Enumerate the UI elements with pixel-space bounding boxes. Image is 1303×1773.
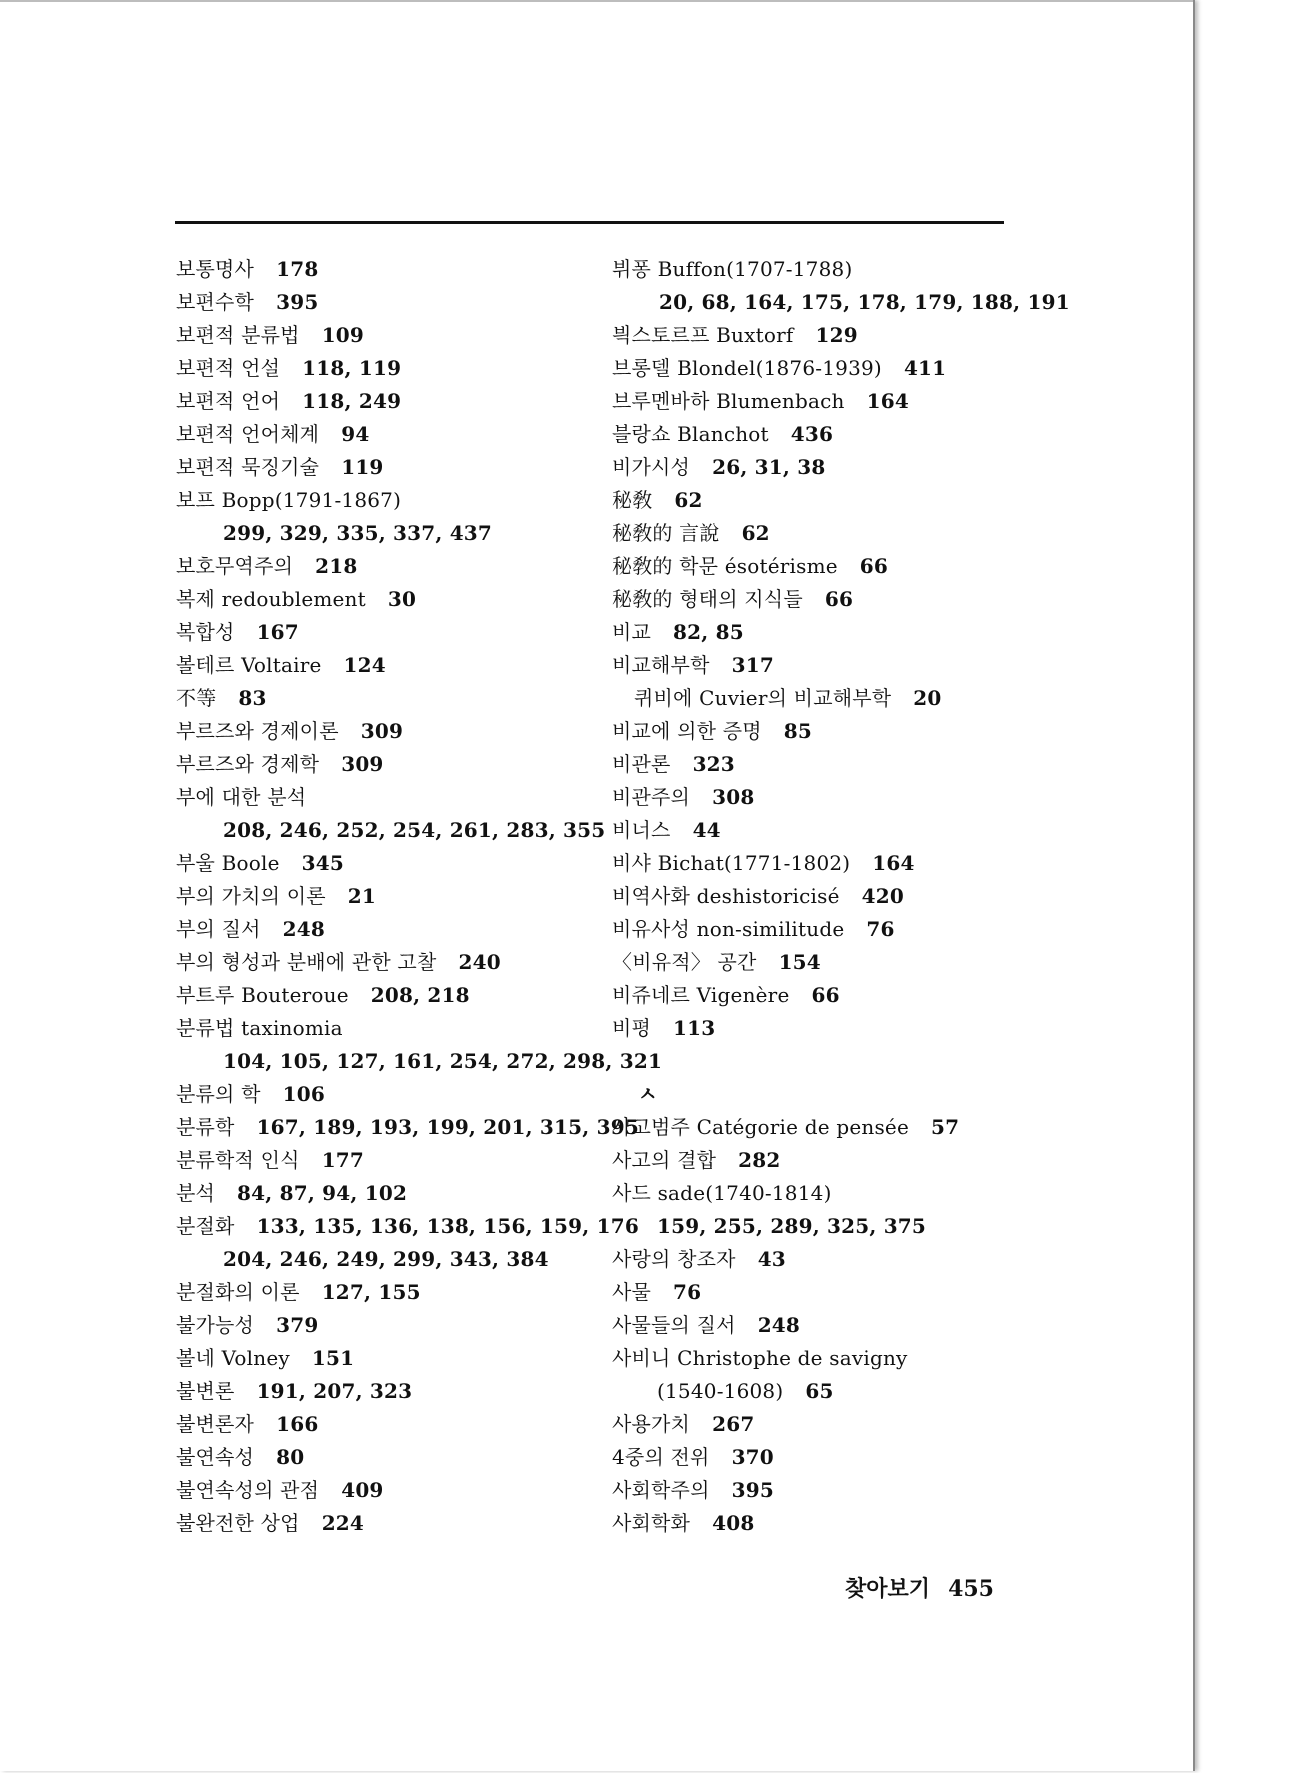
index-entry bbox=[176, 979, 596, 1012]
index-entry bbox=[176, 847, 596, 880]
header-rule bbox=[175, 221, 1004, 224]
footer-label: 찾아보기 bbox=[845, 1576, 931, 1602]
index-term: 볼네 Volney bbox=[176, 1346, 290, 1370]
index-page-refs: 299, 329, 335, 337, 437 bbox=[223, 521, 493, 545]
index-entry bbox=[612, 847, 1012, 880]
index-page-refs: 420 bbox=[861, 884, 904, 908]
index-page-refs: 411 bbox=[903, 356, 947, 380]
index-page-refs: 76 bbox=[673, 1280, 702, 1304]
index-entry bbox=[176, 1177, 596, 1210]
index-page-refs: 151 bbox=[311, 1346, 355, 1370]
index-term: 불연속성의 관점 bbox=[176, 1478, 320, 1502]
index-entry bbox=[612, 1210, 1012, 1243]
index-term: 보통명사 bbox=[176, 257, 255, 281]
index-term: 비샤 Bichat(1771-1802) bbox=[612, 851, 851, 875]
index-term: 복제 redoublement bbox=[176, 587, 366, 611]
index-entry bbox=[176, 682, 596, 715]
index-entry bbox=[612, 1144, 1012, 1177]
index-page-refs: 164 bbox=[872, 851, 915, 875]
index-term: 부트루 Bouteroue bbox=[176, 983, 349, 1007]
index-page-refs: 66 bbox=[824, 587, 854, 611]
index-entry bbox=[612, 715, 1012, 748]
index-page-refs: 218 bbox=[315, 554, 358, 578]
index-term: 부의 질서 bbox=[176, 917, 261, 941]
index-term: 보편적 분류법 bbox=[176, 323, 300, 347]
index-term: 부르즈와 경제학 bbox=[176, 752, 320, 776]
index-entry bbox=[612, 583, 1012, 616]
index-page-refs: 309 bbox=[360, 719, 404, 743]
index-term: 비관주의 bbox=[612, 785, 691, 809]
index-page-refs: 113 bbox=[673, 1016, 716, 1040]
index-term: 분류법 taxinomia bbox=[176, 1016, 343, 1040]
index-term: 사물 bbox=[612, 1280, 652, 1304]
index-entry bbox=[176, 649, 596, 682]
index-entry bbox=[612, 253, 1012, 286]
index-term: 불연속성 bbox=[176, 1445, 255, 1469]
index-page-refs: 129 bbox=[815, 323, 858, 347]
index-entry bbox=[612, 385, 1012, 418]
index-page-refs: 84, 87, 94, 102 bbox=[237, 1181, 408, 1205]
index-page-refs: 240 bbox=[458, 950, 501, 974]
index-entry bbox=[612, 418, 1012, 451]
index-page-refs: 118, 119 bbox=[302, 356, 402, 380]
index-page-refs: 345 bbox=[301, 851, 344, 875]
index-term: 비교 bbox=[612, 620, 652, 644]
index-term: 븩스토르프 Buxtorf bbox=[612, 323, 794, 347]
index-term: 〈비유적〉 공간 bbox=[612, 950, 757, 974]
index-page-refs: 26, 31, 38 bbox=[712, 455, 826, 479]
index-term: 보호무역주의 bbox=[176, 554, 294, 578]
index-term: 사고의 결합 bbox=[612, 1148, 717, 1172]
index-page-refs: 436 bbox=[790, 422, 834, 446]
index-entry bbox=[176, 1507, 596, 1540]
index-page-refs: 83 bbox=[238, 686, 267, 710]
index-entry bbox=[612, 1474, 1012, 1507]
index-entry bbox=[176, 616, 596, 649]
index-term: 불변론 bbox=[176, 1379, 235, 1403]
index-page-refs: 62 bbox=[741, 521, 770, 545]
index-term: 부울 Boole bbox=[176, 851, 280, 875]
index-entry bbox=[612, 319, 1012, 352]
index-term: 秘敎的 학문 ésotérisme bbox=[612, 554, 838, 578]
page-number: 455 bbox=[948, 1576, 994, 1602]
index-entry bbox=[612, 1507, 1012, 1540]
index-term: 비너스 bbox=[612, 818, 671, 842]
index-entry bbox=[612, 517, 1012, 550]
index-entry bbox=[176, 1309, 596, 1342]
index-term: 비교에 의한 증명 bbox=[612, 719, 762, 743]
index-term: 브롱델 Blondel(1876-1939) bbox=[612, 356, 882, 380]
index-entry bbox=[176, 1045, 663, 1078]
index-entry bbox=[176, 880, 596, 913]
index-term: 사회학화 bbox=[612, 1511, 691, 1535]
index-term: 비역사화 deshistoricisé bbox=[612, 884, 840, 908]
index-entry bbox=[176, 286, 596, 319]
index-term: 비유사성 non-similitude bbox=[612, 917, 845, 941]
index-term: 부에 대한 분석 bbox=[176, 785, 307, 809]
index-entry bbox=[176, 1375, 596, 1408]
index-entry bbox=[176, 1111, 639, 1144]
index-entry bbox=[176, 1342, 596, 1375]
index-entry bbox=[612, 616, 1012, 649]
index-page-refs: 66 bbox=[859, 554, 889, 578]
index-entry bbox=[176, 1441, 596, 1474]
index-page-refs: 124 bbox=[343, 653, 386, 677]
index-term: 不等 bbox=[176, 686, 217, 710]
index-entry bbox=[176, 418, 596, 451]
index-page-refs: 43 bbox=[757, 1247, 786, 1271]
index-page-refs: 65 bbox=[805, 1379, 834, 1403]
index-entry bbox=[176, 781, 596, 814]
index-page-refs: 21 bbox=[347, 884, 376, 908]
index-term: ㅅ bbox=[638, 1082, 658, 1106]
index-page-refs: 20 bbox=[913, 686, 942, 710]
index-entry bbox=[612, 451, 1012, 484]
index-page-refs: 248 bbox=[757, 1313, 801, 1337]
index-entry bbox=[176, 1276, 596, 1309]
index-page-refs: 191, 207, 323 bbox=[256, 1379, 413, 1403]
index-entry bbox=[612, 1309, 1012, 1342]
index-page-refs: 308 bbox=[712, 785, 755, 809]
index-entry bbox=[176, 1243, 596, 1276]
index-term: 분절화의 이론 bbox=[176, 1280, 300, 1304]
index-term: 사고범주 Catégorie de pensée bbox=[612, 1115, 909, 1139]
index-page-refs: 94 bbox=[341, 422, 370, 446]
index-entry bbox=[176, 319, 596, 352]
index-entry bbox=[176, 484, 596, 517]
index-term: 분절화 bbox=[176, 1214, 235, 1238]
index-term: 복합성 bbox=[176, 620, 235, 644]
index-page-refs: 167, 189, 193, 199, 201, 315, 395 bbox=[256, 1115, 639, 1139]
index-page-refs: 309 bbox=[341, 752, 384, 776]
index-term: 秘敎 bbox=[612, 488, 653, 512]
index-entry bbox=[612, 880, 1012, 913]
index-page-refs: 177 bbox=[321, 1148, 365, 1172]
index-term: 비쥬네르 Vigenère bbox=[612, 983, 790, 1007]
index-term: 부의 형성과 분배에 관한 고찰 bbox=[176, 950, 437, 974]
index-term: 보편적 언어체계 bbox=[176, 422, 320, 446]
index-term: 뷔퐁 Buffon(1707-1788) bbox=[612, 257, 853, 281]
index-entry bbox=[176, 1474, 596, 1507]
index-term: 브루멘바하 Blumenbach bbox=[612, 389, 845, 413]
index-page-refs: 408 bbox=[712, 1511, 755, 1535]
index-term: 블랑쇼 Blanchot bbox=[612, 422, 769, 446]
index-page-refs: 208, 218 bbox=[370, 983, 470, 1007]
index-term: 보편수학 bbox=[176, 290, 255, 314]
index-entry bbox=[176, 1408, 596, 1441]
index-term: 보프 Bopp(1791-1867) bbox=[176, 488, 402, 512]
index-page-refs: 409 bbox=[341, 1478, 384, 1502]
index-page-refs: 109 bbox=[321, 323, 365, 347]
index-term: 사드 sade(1740-1814) bbox=[612, 1181, 832, 1205]
index-term: 보편적 언어 bbox=[176, 389, 281, 413]
index-page-refs: 66 bbox=[811, 983, 840, 1007]
index-entry bbox=[176, 946, 596, 979]
index-term: 분류학적 인식 bbox=[176, 1148, 300, 1172]
index-page-refs: 104, 105, 127, 161, 254, 272, 298, 321 bbox=[223, 1049, 663, 1073]
index-entry bbox=[612, 484, 1012, 517]
index-term: 비교해부학 bbox=[612, 653, 710, 677]
index-entry bbox=[612, 1408, 1012, 1441]
index-entry bbox=[176, 517, 596, 550]
index-term: 사랑의 창조자 bbox=[612, 1247, 736, 1271]
index-term: 불가능성 bbox=[176, 1313, 255, 1337]
index-entry bbox=[612, 946, 1012, 979]
index-page-refs: 80 bbox=[276, 1445, 305, 1469]
index-term: 秘敎的 형태의 지식들 bbox=[612, 587, 803, 611]
index-page-refs: 133, 135, 136, 138, 156, 159, 176 bbox=[256, 1214, 639, 1238]
index-term: 사용가치 bbox=[612, 1412, 691, 1436]
index-page-refs: 127, 155 bbox=[321, 1280, 421, 1304]
index-entry bbox=[176, 1078, 596, 1111]
index-entry bbox=[612, 1243, 1012, 1276]
index-page-refs: 118, 249 bbox=[302, 389, 402, 413]
index-entry bbox=[176, 352, 596, 385]
index-entry bbox=[612, 682, 1012, 715]
index-entry bbox=[612, 1276, 1012, 1309]
page-footer bbox=[845, 1572, 994, 1603]
index-term: 4중의 전위 bbox=[612, 1445, 710, 1469]
index-entry bbox=[612, 1342, 1012, 1375]
index-page-refs: 44 bbox=[692, 818, 721, 842]
index-page-refs: 395 bbox=[276, 290, 319, 314]
index-entry bbox=[612, 913, 1012, 946]
index-page-refs: 30 bbox=[387, 587, 417, 611]
index-page-refs: 267 bbox=[712, 1412, 755, 1436]
index-column-right bbox=[612, 253, 1070, 1540]
index-page-refs: 317 bbox=[731, 653, 774, 677]
index-page-refs: 85 bbox=[783, 719, 812, 743]
index-term: 볼테르 Voltaire bbox=[176, 653, 322, 677]
index-page-refs: 82, 85 bbox=[673, 620, 744, 644]
index-term: 분류학 bbox=[176, 1115, 235, 1139]
index-entry bbox=[612, 1375, 1012, 1408]
index-page-refs: 248 bbox=[282, 917, 325, 941]
index-entry bbox=[176, 1012, 596, 1045]
index-term: 보편적 묵징기술 bbox=[176, 455, 320, 479]
index-page-refs: 166 bbox=[276, 1412, 319, 1436]
index-entry bbox=[176, 583, 596, 616]
index-page-refs: 106 bbox=[282, 1082, 325, 1106]
index-entry bbox=[612, 1177, 1012, 1210]
page-edge bbox=[0, 0, 1193, 2]
index-page-refs: 154 bbox=[778, 950, 821, 974]
index-page-refs: 395 bbox=[731, 1478, 774, 1502]
index-page-refs: 178 bbox=[276, 257, 319, 281]
index-term: 사회학주의 bbox=[612, 1478, 710, 1502]
index-section-heading bbox=[612, 1078, 1012, 1111]
index-term: 불완전한 상업 bbox=[176, 1511, 300, 1535]
index-page-refs: 20, 68, 164, 175, 178, 179, 188, 191 bbox=[659, 290, 1070, 314]
index-page-refs: 379 bbox=[276, 1313, 319, 1337]
index-page-refs: 323 bbox=[692, 752, 735, 776]
index-page-refs: 224 bbox=[321, 1511, 365, 1535]
index-entry bbox=[176, 814, 606, 847]
index-page-refs: 167 bbox=[256, 620, 299, 644]
index-term: 부르즈와 경제이론 bbox=[176, 719, 339, 743]
index-entry bbox=[176, 1144, 596, 1177]
index-entry bbox=[612, 286, 1070, 319]
index-page-refs: 370 bbox=[731, 1445, 774, 1469]
index-page-refs: 62 bbox=[674, 488, 703, 512]
index-entry bbox=[612, 781, 1012, 814]
index-page-refs: 282 bbox=[738, 1148, 781, 1172]
index-entry bbox=[612, 748, 1012, 781]
index-entry bbox=[176, 253, 596, 286]
index-entry bbox=[612, 814, 1012, 847]
index-entry bbox=[612, 1441, 1012, 1474]
index-term: 비평 bbox=[612, 1016, 652, 1040]
index-page-refs: 164 bbox=[866, 389, 909, 413]
index-entry bbox=[176, 1210, 639, 1243]
index-term: 보편적 언설 bbox=[176, 356, 281, 380]
index-term: 사비니 Christophe de savigny bbox=[612, 1346, 908, 1370]
index-page-refs: 76 bbox=[866, 917, 895, 941]
index-term: 秘敎的 言說 bbox=[612, 521, 720, 545]
index-page-refs: 208, 246, 252, 254, 261, 283, 355 bbox=[223, 818, 606, 842]
index-entry bbox=[612, 1111, 1012, 1144]
index-term: 분석 bbox=[176, 1181, 216, 1205]
index-entry bbox=[176, 550, 596, 583]
index-term: (1540-1608) bbox=[657, 1379, 784, 1403]
index-entry bbox=[612, 979, 1012, 1012]
index-entry bbox=[176, 451, 596, 484]
index-entry bbox=[612, 649, 1012, 682]
index-entry bbox=[612, 1012, 1012, 1045]
index-entry bbox=[176, 715, 596, 748]
index-entry bbox=[176, 748, 596, 781]
index-entry bbox=[176, 385, 596, 418]
index-entry bbox=[612, 550, 1012, 583]
index-term: 사물들의 질서 bbox=[612, 1313, 736, 1337]
index-term: 부의 가치의 이론 bbox=[176, 884, 326, 908]
index-term: 분류의 학 bbox=[176, 1082, 261, 1106]
index-term: 비가시성 bbox=[612, 455, 691, 479]
index-entry bbox=[612, 352, 1012, 385]
index-entry bbox=[176, 913, 596, 946]
index-page-refs: 159, 255, 289, 325, 375 bbox=[657, 1214, 927, 1238]
index-page-refs: 204, 246, 249, 299, 343, 384 bbox=[223, 1247, 549, 1271]
index-term: 퀴비에 Cuvier의 비교해부학 bbox=[634, 686, 892, 710]
index-term: 비관론 bbox=[612, 752, 671, 776]
index-page-refs: 119 bbox=[341, 455, 384, 479]
index-page-refs: 57 bbox=[930, 1115, 960, 1139]
index-term: 불변론자 bbox=[176, 1412, 255, 1436]
